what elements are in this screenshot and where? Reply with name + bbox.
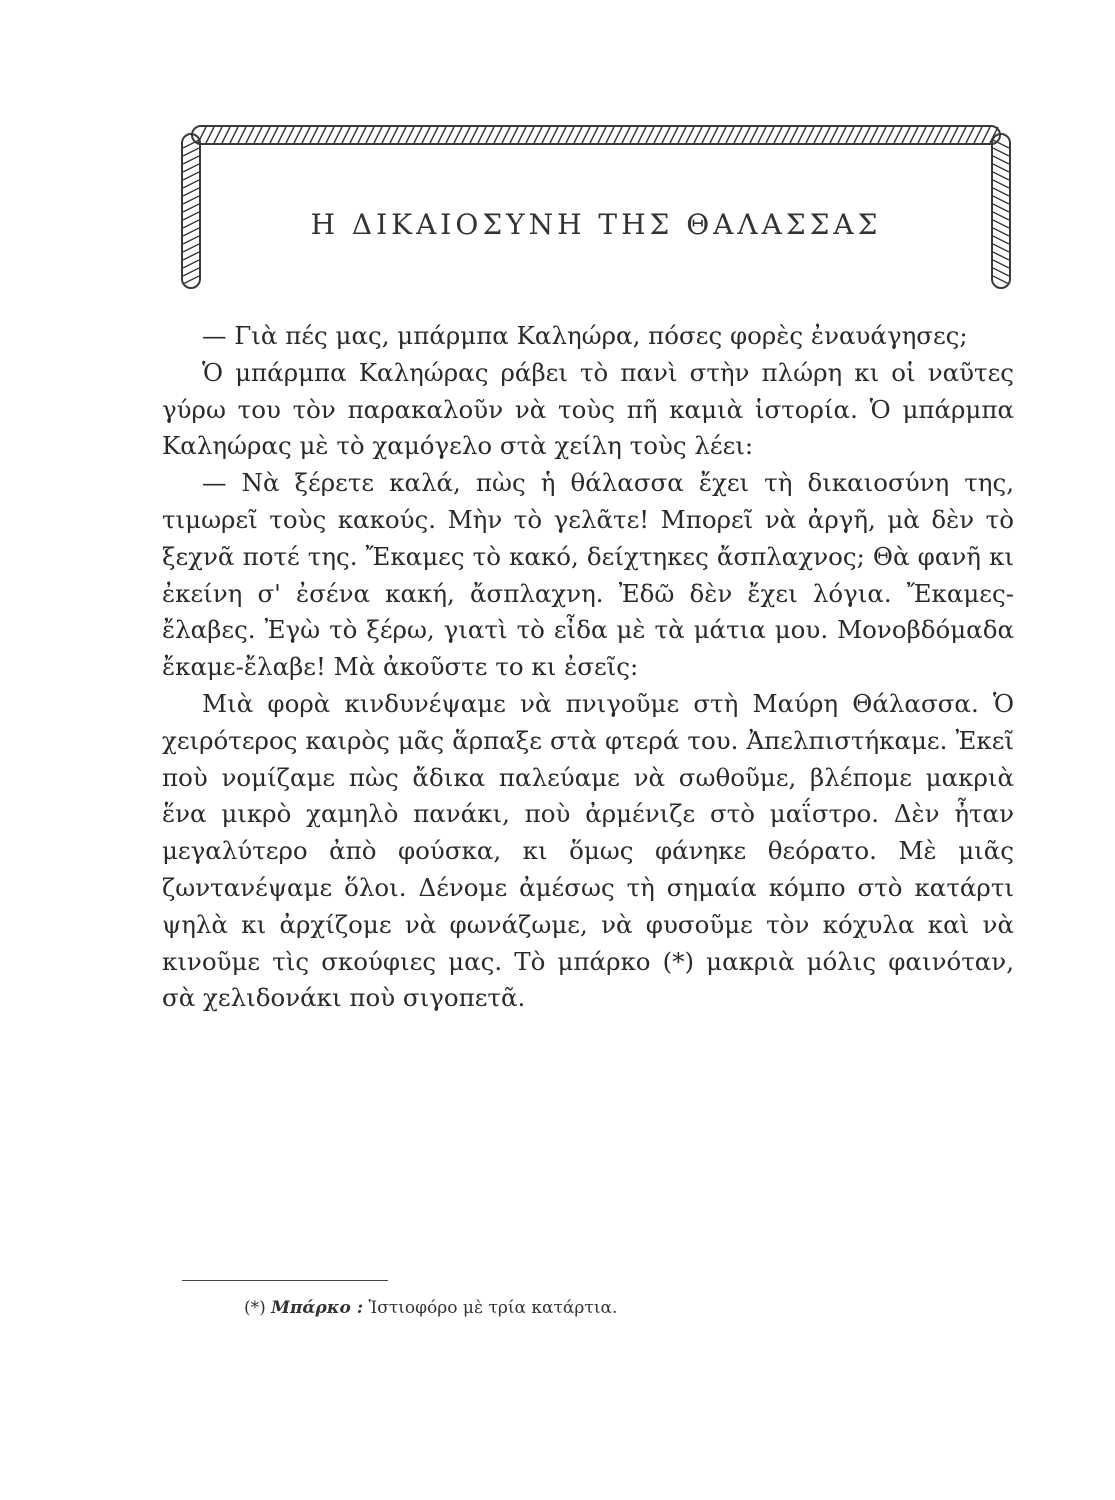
rope-frame-header	[180, 118, 1012, 298]
paragraph-3: — Νὰ ξέρετε καλά, πὼς ἡ θάλασσα ἔχει τὴ δικαιοσύνη της, τιμωρεῖ τοὺς κακούς. Μὴν τὸ γελᾶτε! Μπορεῖ νὰ ἀργῆ, μὰ δὲν τὸ ξεχνᾶ ποτέ της. Ἔκαμες τὸ κακό, δείχτηκες ἄσπλαχνος; Θὰ φανῆ κι ἐκείνη σ' ἐσένα κακή, ἄσπλαχνη. Ἐδῶ δὲν ἔχει λόγια. Ἔκαμες-ἔλαβες. Ἐγὼ τὸ ξέρω, γιατὶ τὸ εἶδα μὲ τὰ μάτια μου. Μονοβδόμαδα ἔκαμε-ἔλαβε! Μὰ ἀκοῦστε το κι ἐσεῖς:	[162, 468, 1014, 682]
body-text	[162, 318, 1014, 1017]
footnote-term: Μπάρκο :	[271, 1298, 364, 1318]
paragraph-4: Μιὰ φορὰ κινδυνέψαμε νὰ πνιγοῦμε στὴ Μαύρη Θάλασσα. Ὁ χειρότερος καιρὸς μᾶς ἅρπαξε στὰ φτερά του. Ἀπελπιστήκαμε. Ἐκεῖ ποὺ νομίζαμε πὼς ἄδικα παλεύαμε νὰ σωθοῦμε, βλέπομε μακριὰ ἕνα μικρὸ χαμηλὸ πανάκι, ποὺ ἀρμένιζε στὸ μαΐστρο. Δὲν ἦταν μεγαλύτερο ἀπὸ φούσκα, κι ὅμως φάνηκε θεόρατο. Μὲ μιᾶς ζωντανέψαμε ὅλοι. Δένομε ἀμέσως τὴ σημαία κόμπο στὸ κατάρτι ψηλὰ κι ἀρχίζομε νὰ φωνάζωμε, νὰ φυσοῦμε τὸν κόχυλα καὶ νὰ κινοῦμε τὶς σκούφιες μας. Τὸ μπάρκο (*) μακριὰ μόλις φαινόταν, σὰ χελιδονάκι ποὺ σιγοπετᾶ.	[162, 688, 1014, 1013]
footnote-marker: (*)	[244, 1298, 266, 1318]
paragraph-2: Ὁ μπάρμπα Καληώρας ράβει τὸ πανὶ στὴν πλώρη κι οἱ ναῦτες γύρω του τὸν παρακαλοῦν νὰ τοὺς πῆ καμιὰ ἱστορία. Ὁ μπάρμπα Καληώρας μὲ τὸ χαμόγελο στὰ χείλη τοὺς λέει:	[162, 357, 1014, 461]
paragraph-1: — Γιὰ πές μας, μπάρμπα Καληώρα, πόσες φορὲς ἐναυάγησες;	[202, 321, 968, 350]
chapter-title: Η ΔΙΚΑΙΟΣΥΝΗ ΤΗΣ ΘΑΛΑΣΣΑΣ	[310, 208, 882, 241]
footnote-divider	[182, 1280, 388, 1281]
footnote	[244, 1298, 617, 1318]
footnote-definition: Ἱστιοφόρο μὲ τρία κατάρτια.	[368, 1298, 618, 1318]
